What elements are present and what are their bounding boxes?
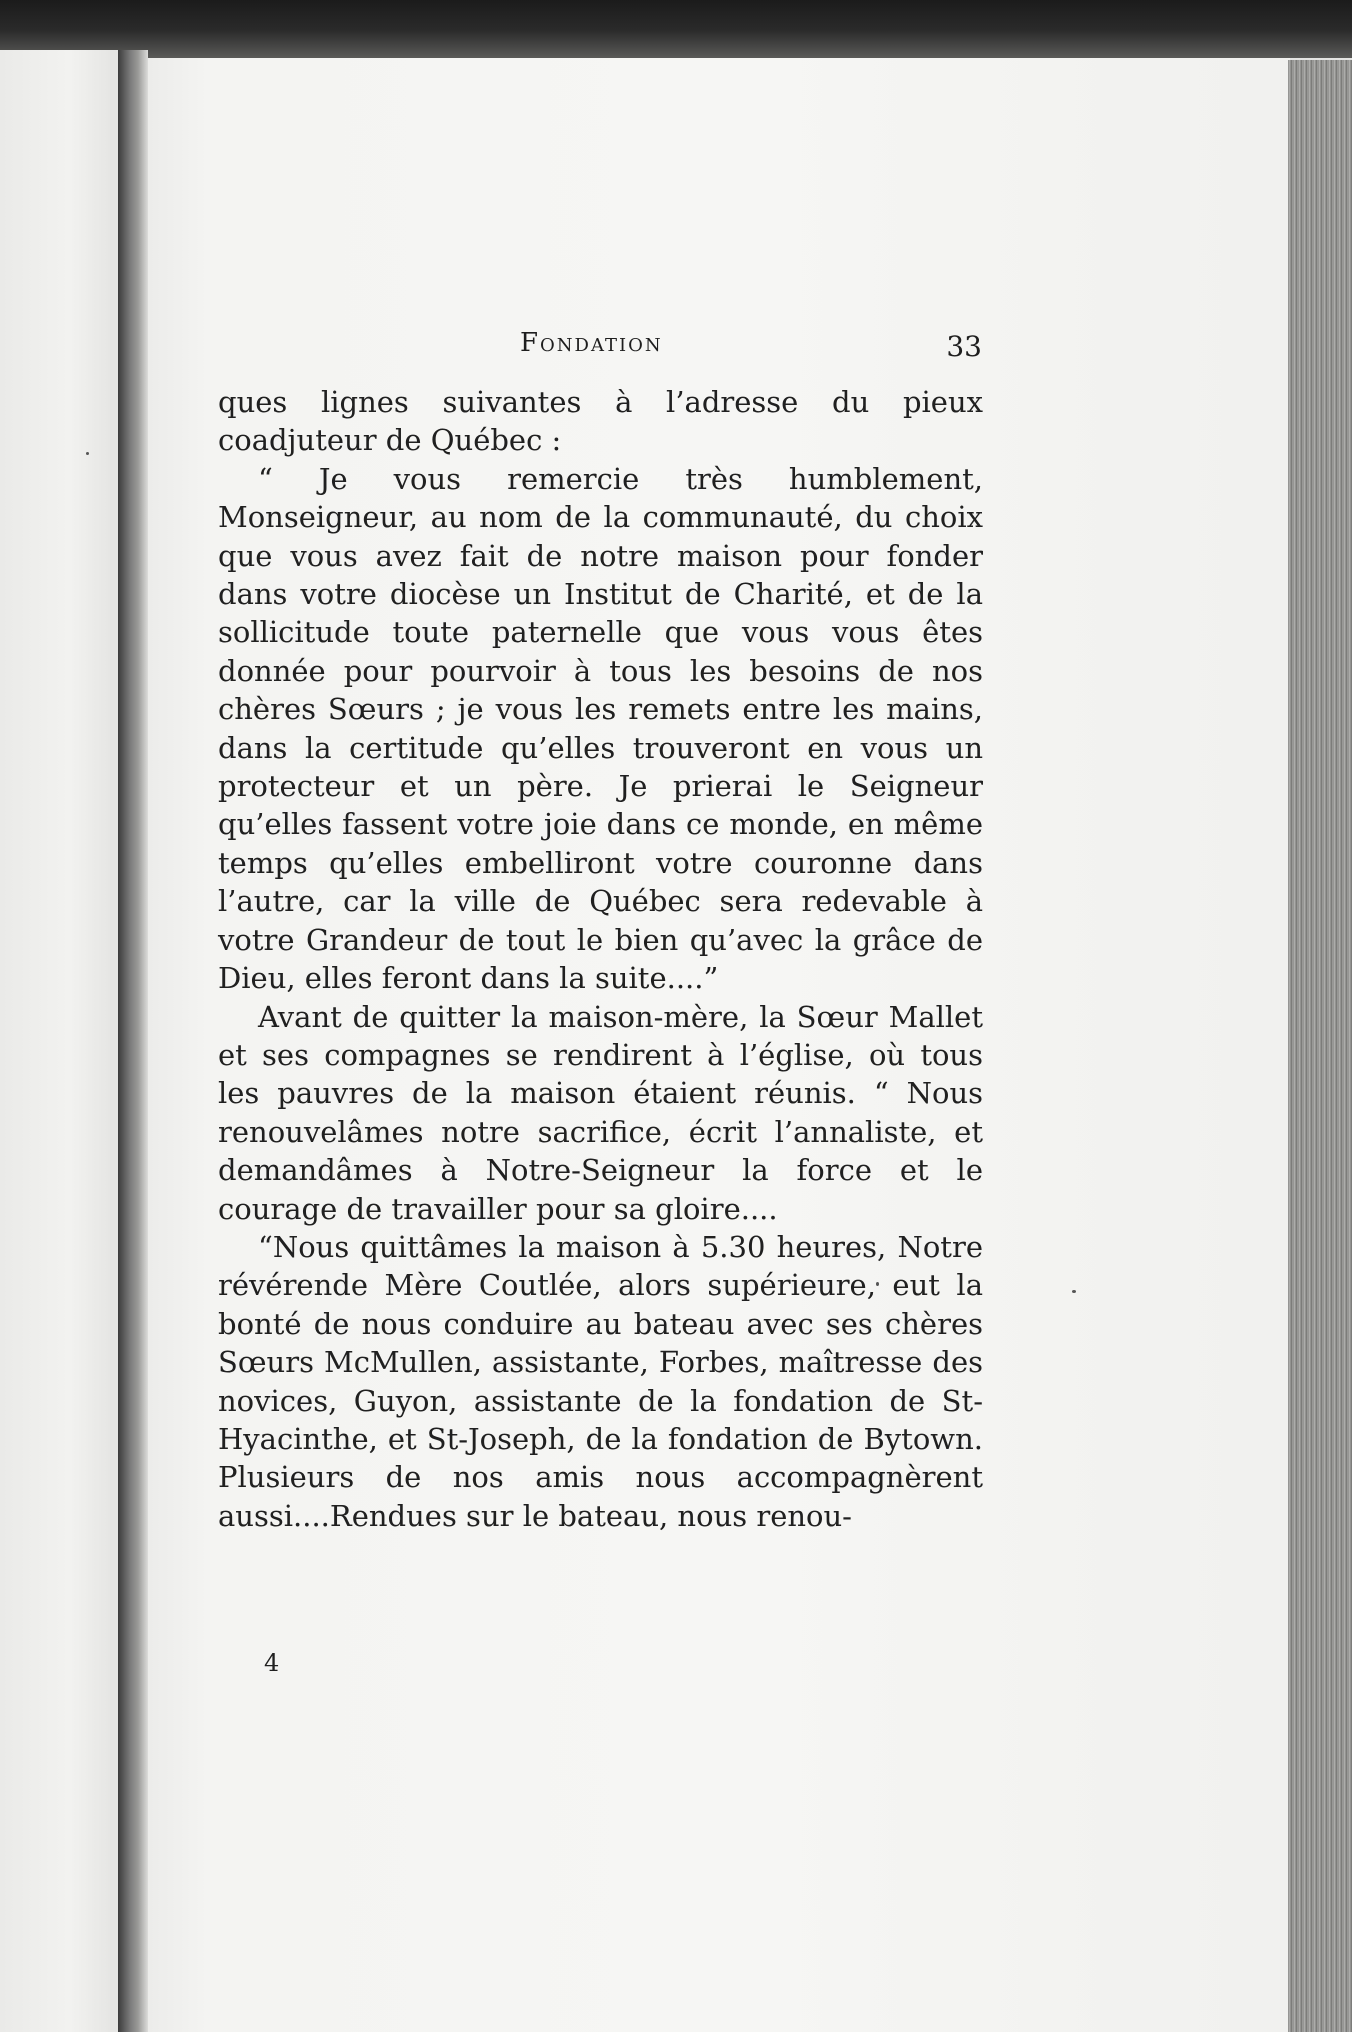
facing-page-edge	[0, 50, 120, 2032]
running-title: Fondation	[520, 328, 663, 358]
scan-background-top	[0, 0, 1352, 58]
paragraph: “Nous quittâmes la maison à 5.30 heures, Notre révérende Mère Coutlée, alors supérieure, eut la bonté de nous conduire au bateau avec ses chères Sœurs McMullen, assistante, Forbes, maîtresse des novices, Guyon, assistante de la fondation de St-Hyacinthe, et St-Joseph, de la fondation de Bytown. Plusieurs de nos amis nous accompagnèrent aussi....Rendues sur le bateau, nous renou-	[218, 1229, 983, 1533]
running-header	[240, 328, 1000, 368]
signature-mark: 4	[264, 1649, 280, 1677]
paragraph: Avant de quitter la maison-mère, la Sœur Mallet et ses compagnes se rendirent à l’église, où tous les pauvres de la maison étaient réunis. “ Nous renouvelâmes notre sacrifice, écrit l’annaliste, et demandâmes à Notre-Seigneur la force et le courage de travailler pour sa gloire....	[218, 999, 983, 1226]
gutter-shadow	[118, 50, 148, 2032]
speck	[86, 452, 89, 455]
page-number: 33	[946, 330, 982, 363]
paragraph: “ Je vous remercie très humblement, Monseigneur, au nom de la communauté, du choix que vous avez fait de notre maison pour fonder dans votre diocèse un Institut de Charité, et de la sollicitude toute paternelle que vous vous êtes donnée pour pourvoir à tous les besoins de nos chères Sœurs ; je vous les remets entre les mains, dans la certitude qu’elles trouveront en vous un protecteur et un père. Je prierai le Seigneur qu’elles fassent votre joie dans ce monde, en même temps qu’elles embelliront votre couronne dans l’autre, car la ville de Québec sera redevable à votre Grandeur de tout le bien qu’avec la grâce de Dieu, elles feront dans la suite....”	[218, 461, 983, 996]
page-block-edges	[1288, 60, 1352, 2032]
body-text	[218, 383, 983, 1535]
speck	[1072, 1290, 1076, 1293]
paragraph: ques lignes suivantes à l’adresse du pieux coadjuteur de Québec :	[218, 385, 983, 458]
